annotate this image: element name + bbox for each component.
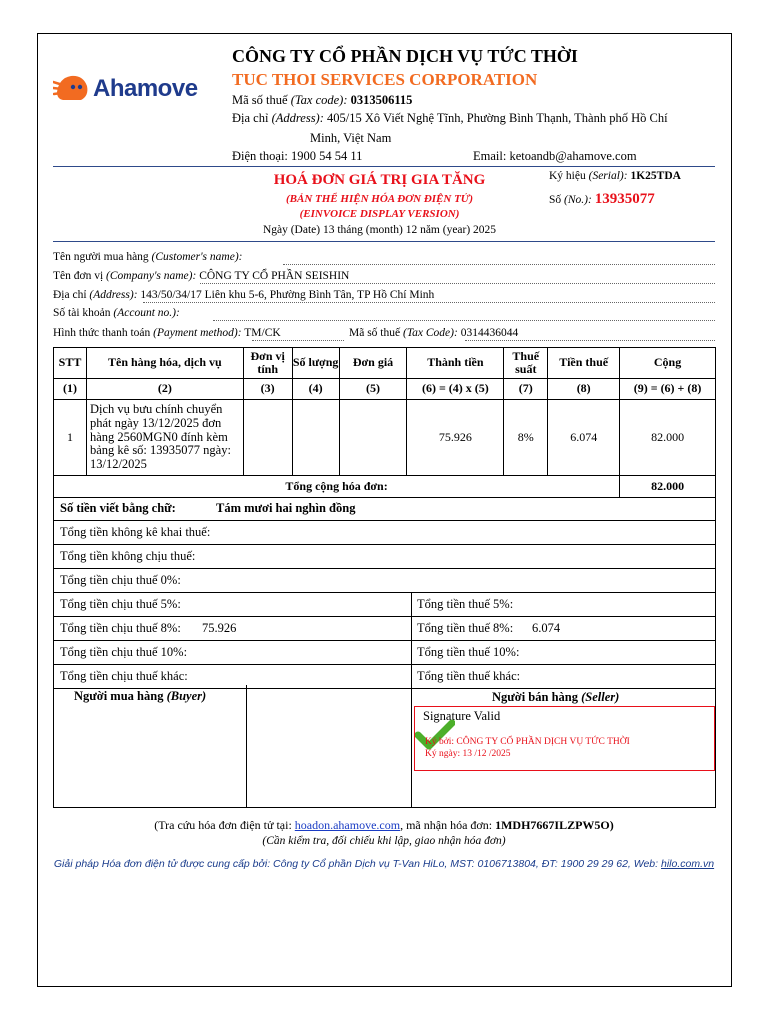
summary-row: Tổng tiền chịu thuế 0%: — [53, 569, 716, 593]
company-phone: Điện thoại: 1900 54 54 11 — [232, 149, 363, 163]
column-code: (8) — [548, 379, 620, 400]
cell-vat: 6.074 — [548, 400, 620, 476]
company-tax-line: Mã số thuế (Tax code): 0313506115 — [232, 93, 413, 107]
column-code: (1) — [54, 379, 87, 400]
column-divider — [246, 685, 247, 807]
ahamove-logo — [53, 72, 228, 106]
column-divider — [411, 617, 412, 640]
company-name-vn: CÔNG TY CỔ PHẦN DỊCH VỤ TỨC THỜI — [232, 46, 578, 66]
company-address-line: Địa chỉ (Address): 405/15 Xô Viết Nghệ Tĩnh, Phường Bình Thạnh, Thành phố Hồ Chí — [232, 111, 668, 125]
payment-line: Hình thức thanh toán (Payment method): TM/CK — [53, 327, 281, 339]
column-divider — [411, 593, 412, 616]
dotted-line — [200, 283, 715, 284]
lookup-link[interactable]: hoadon.ahamove.com — [294, 818, 401, 832]
taxable-8-value: 75.926 — [202, 621, 237, 635]
column-header: Tiền thuế — [548, 348, 620, 379]
cell-name: Dịch vụ bưu chính chuyển phát ngày 13/12/2025 đơn hàng 2560MGN0 đính kèm bảng kê số: 13935077 ngày: 13/12/2025 — [86, 400, 243, 476]
title-divider — [53, 241, 715, 242]
grand-total-row — [54, 476, 716, 498]
table-code-row — [54, 379, 716, 400]
buyer-address-line: Địa chỉ (Address): 143/50/34/17 Liên khu 5-6, Phường Bình Tân, TP Hồ Chí Minh — [53, 289, 435, 301]
column-divider — [411, 685, 412, 807]
company-email: Email: ketoandb@ahamove.com — [473, 149, 637, 163]
lookup-line: (Tra cứu hóa đơn điện tử tại: hoadon.ahamove.com, mã nhận hóa đơn: 1MDH7667ILZPW5O) — [154, 818, 614, 832]
digital-signature-box[interactable] — [414, 706, 715, 771]
cell-vat-rate: 8% — [504, 400, 548, 476]
lookup-code: 1MDH7667ILZPW5O — [495, 818, 610, 832]
invoice-number: Số (No.): 13935077 — [549, 191, 655, 207]
dotted-line — [465, 340, 715, 341]
cell-price — [339, 400, 407, 476]
summary-row: Tổng tiền chịu thuế 10%: Tổng tiền thuế 10%: — [53, 641, 716, 665]
invoice-title: HOÁ ĐƠN GIÁ TRỊ GIA TĂNG — [273, 172, 486, 188]
invoice-date: Ngày (Date) 13 tháng (month) 12 năm (year) 2025 — [262, 224, 497, 236]
summary-row: Tổng tiền không chịu thuế: — [53, 545, 716, 569]
cell-stt: 1 — [54, 400, 87, 476]
column-header: Cộng — [620, 348, 716, 379]
company-tax-code: 0313506115 — [350, 93, 413, 107]
signature-section — [53, 685, 716, 808]
column-header: Số lượng — [292, 348, 339, 379]
column-header: Tên hàng hóa, dịch vụ — [86, 348, 243, 379]
column-header: Đơn giá — [339, 348, 407, 379]
dotted-line — [213, 320, 715, 321]
column-code: (5) — [339, 379, 407, 400]
amount-in-words-row — [53, 497, 716, 521]
company-name-line: Tên đơn vị (Company's name): CÔNG TY CỔ PHẦN SEISHIN — [53, 270, 350, 282]
in-words-value: Tám mươi hai nghìn đồng — [216, 501, 356, 515]
ahamove-mascot-icon — [53, 72, 91, 104]
column-code: (3) — [243, 379, 292, 400]
dotted-line — [283, 264, 715, 265]
table-header-row — [54, 348, 716, 379]
header-divider — [53, 166, 715, 167]
invoice-serial: Ký hiệu (Serial): 1K25TDA — [549, 170, 681, 182]
column-header: Thành tiền — [407, 348, 504, 379]
cell-total: 82.000 — [620, 400, 716, 476]
column-header: STT — [54, 348, 87, 379]
company-name-en: TUC THOI SERVICES CORPORATION — [232, 70, 538, 89]
invoice-subtitle-vn: (BẢN THỂ HIỆN HÓA ĐƠN ĐIỆN TỬ) — [286, 193, 473, 205]
dotted-line — [252, 340, 344, 341]
seller-signature-label: Người bán hàng (Seller) — [492, 690, 620, 704]
summary-row: Tổng tiền chịu thuế 8%: 75.926 Tổng tiền thuế 8%: 6.074 — [53, 617, 716, 641]
grand-total-label: Tổng cộng hóa đơn: — [54, 476, 620, 498]
company-address-line2: Minh, Việt Nam — [310, 131, 392, 145]
grand-total-value: 82.000 — [620, 476, 716, 498]
summary-row: Tổng tiền chịu thuế 5%: Tổng tiền thuế 5%: — [53, 593, 716, 617]
column-header: Thuế suất — [504, 348, 548, 379]
provider-web-link[interactable]: hilo.com.vn — [661, 858, 715, 870]
column-header: Đơn vị tính — [243, 348, 292, 379]
column-code: (2) — [86, 379, 243, 400]
lookup-note: (Cần kiểm tra, đối chiếu khi lập, giao nhận hóa đơn) — [262, 835, 506, 847]
summary-row: Tổng tiền chịu thuế khác: Tổng tiền thuế khác: — [53, 665, 716, 689]
column-code: (4) — [292, 379, 339, 400]
account-line: Số tài khoản (Account no.): — [53, 307, 180, 319]
buyer-tax-line: Mã số thuế (Tax Code): 0314436044 — [349, 327, 519, 339]
in-words-label: Số tiền viết bằng chữ: — [60, 501, 176, 515]
buyer-signature-label: Người mua hàng (Buyer) — [74, 689, 207, 703]
signed-by: Ký bởi: CÔNG TY CỔ PHẦN DỊCH VỤ TỨC THỜI — [425, 737, 630, 747]
summary-row: Tổng tiền không kê khai thuế: — [53, 521, 716, 545]
column-code: (9) = (6) + (8) — [620, 379, 716, 400]
items-table — [53, 347, 716, 498]
cell-unit — [243, 400, 292, 476]
signature-valid-text: Signature Valid — [423, 709, 501, 723]
invoice-subtitle-en: (EINVOICE DISPLAY VERSION) — [299, 208, 460, 220]
cell-qty — [292, 400, 339, 476]
customer-name-line: Tên người mua hàng (Customer's name): — [53, 251, 243, 263]
dotted-line — [143, 302, 715, 303]
column-code: (6) = (4) x (5) — [407, 379, 504, 400]
signed-date: Ký ngày: 13 /12 /2025 — [425, 749, 511, 759]
tax-8-value: 6.074 — [532, 621, 561, 635]
column-code: (7) — [504, 379, 548, 400]
cell-amount: 75.926 — [407, 400, 504, 476]
table-row — [54, 400, 716, 476]
logo-wordmark: Ahamove — [93, 75, 198, 102]
column-divider — [411, 641, 412, 664]
provider-line: Giải pháp Hóa đơn điện tử được cung cấp bởi: Công ty Cổ phần Dịch vụ T-Van HiLo, MST: 0106713804, ĐT: 1900 29 29 62, Web: hilo.com.vn — [53, 858, 715, 870]
